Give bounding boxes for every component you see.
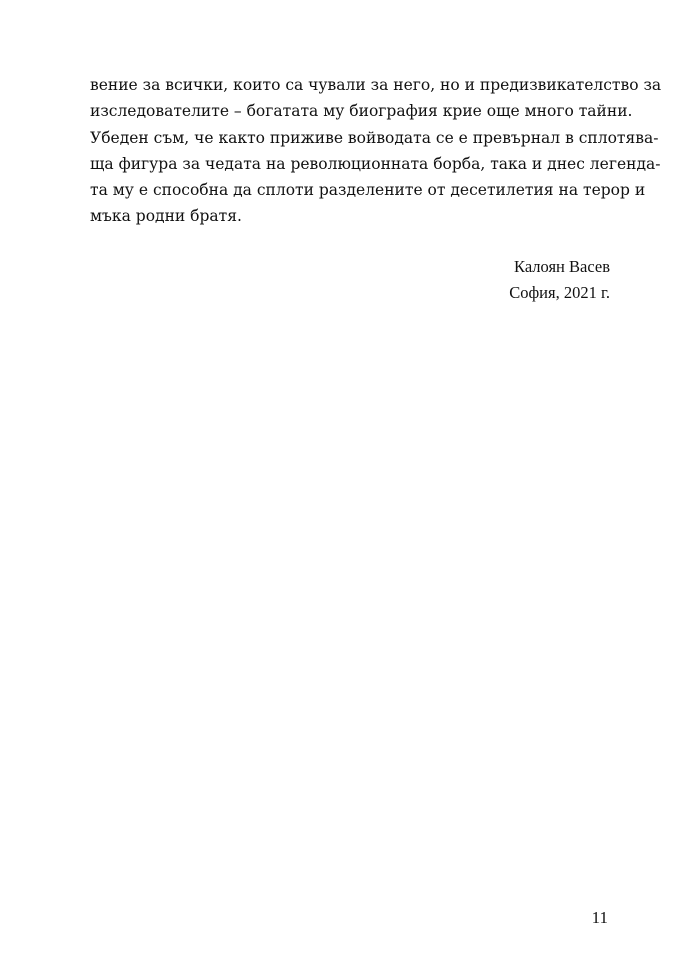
body-paragraph (90, 72, 662, 230)
paragraph-line: Убеден съм, че както приживе войводата се е превърнал в сплотява- (90, 128, 659, 147)
paragraph-line: изследователите – богатата му биография крие още много тайни. (90, 102, 633, 121)
page-number: 11 (591, 908, 608, 927)
paragraph-line: мъка родни братя. (90, 207, 242, 226)
author-name: Калоян Васев (514, 257, 610, 276)
paragraph-line: та му е способна да сплоти разделените от десетилетия на терор и (90, 181, 646, 200)
paragraph-line: ща фигура за чедата на революционната борба, така и днес легенда- (90, 154, 661, 173)
paragraph-line: вение за всички, които са чували за него, но и предизвикателство за (90, 76, 662, 94)
place-and-date: София, 2021 г. (509, 283, 610, 302)
signature-block (509, 254, 610, 306)
